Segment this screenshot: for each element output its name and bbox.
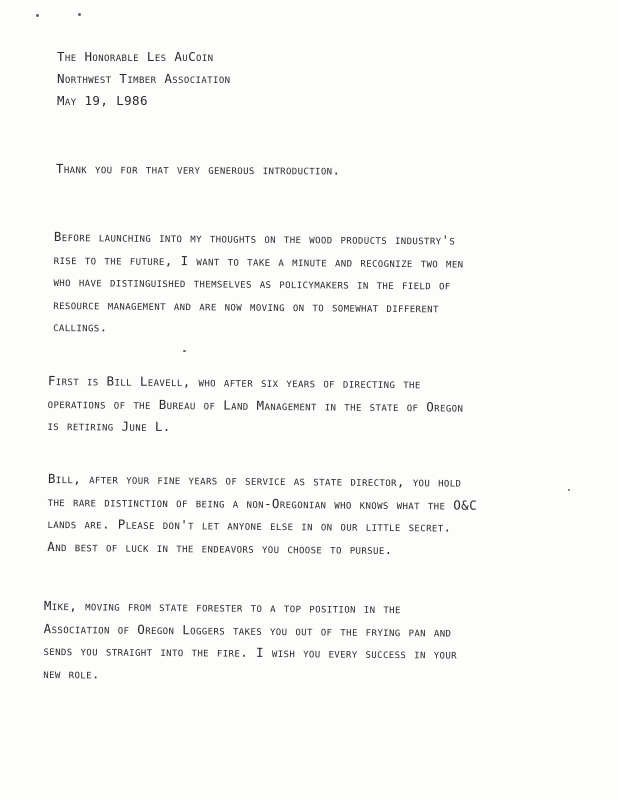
paragraph-line: callings. <box>53 318 108 335</box>
header-line-recipient: The Honorable Les AuCoin <box>57 49 214 64</box>
paragraph-line: First is Bill Leavell, who after six years of directing the <box>47 372 421 392</box>
scan-speck <box>183 350 186 352</box>
scan-speck <box>568 489 570 491</box>
paragraph-1 <box>53 226 464 342</box>
paragraph-4 <box>43 595 457 689</box>
paragraph-line: who have distinguished themselves as policymakers in the field of <box>53 273 451 293</box>
paragraph-line: operations of the Bureau of Land Management in the state of Oregon <box>47 395 464 415</box>
paragraph-line: Bill, after your fine years of service as state director, you hold <box>47 470 462 490</box>
paragraph-line: Mike, moving from state forester to a top position in the <box>43 597 401 617</box>
header-line-organization: Northwest Timber Association <box>57 71 231 86</box>
letter-header <box>57 46 230 112</box>
paragraph-line: Association of Oregon Loggers takes you out of the frying pan and <box>43 620 452 640</box>
scan-speck <box>36 14 39 17</box>
paragraph-3 <box>47 468 477 562</box>
paragraph-line: is retiring June L. <box>47 417 171 435</box>
paragraph-line: lands are. Please don't let anyone else in on our little secret. <box>47 515 452 535</box>
paragraph-2 <box>47 370 463 441</box>
paragraph-line: rise to the future, I want to take a minute and recognize two men <box>53 251 464 271</box>
paragraph-line: Thank you for that very generous introduction. <box>55 160 341 178</box>
greeting-paragraph <box>56 158 341 182</box>
paragraph-line: sends you straight into the fire. I wish you every success in your <box>43 642 458 662</box>
paragraph-line: new role. <box>43 665 100 681</box>
paragraph-line: And best of luck in the endeavors you choose to pursue. <box>47 538 393 557</box>
scan-speck <box>78 13 81 16</box>
paragraph-line: resource management and are now moving on to somewhat different <box>53 296 439 315</box>
paragraph-line: Before launching into my thoughts on the wood products industry's <box>53 228 456 248</box>
header-line-date: May 19, L986 <box>57 93 148 108</box>
paragraph-line: the rare distinction of being a non-Oregonian who knows what the O&C <box>47 493 478 513</box>
